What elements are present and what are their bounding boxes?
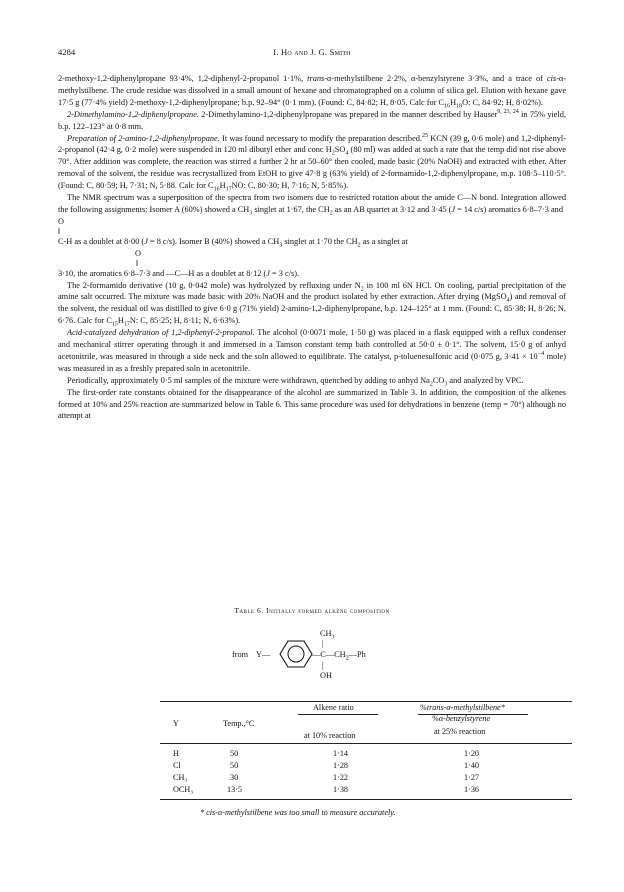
structure-oh: OH: [320, 671, 332, 680]
header-temp: Temp.,°C: [223, 719, 255, 728]
structure-from: from: [232, 650, 249, 659]
structure-ch3: $CH_3$: [320, 629, 335, 641]
row-1-r10: 1·14: [333, 749, 349, 758]
formyl-o-2: O: [135, 248, 141, 258]
row-2-y: Cl: [173, 761, 181, 770]
page-header: [58, 47, 566, 61]
header-frac-mid: %α-benzylstyrene: [432, 714, 491, 723]
structure-bar-bottom: |: [322, 661, 324, 670]
paragraph-methoxy: 2-methoxy-1,2-diphenylpropane 93·4%, 1,2-diphenyl-2-propanol 1·1%, trans-α-methylstilbene 2·2%, α-benzylstyrene 3·3%, and a trace of cis-α-methylstilbene. The crude residue was dissolved in a small amount of hexane and chromatographed on a column of silica gel. Elution with hexane gave 17·5 g (77·4% yield) 2-methoxy-1,2-diphenylpropane; b.p. 92–94° (0·1 mm). (Found: C, 84·82; H, 8·05. Calc for $C_{16}H_{18}O$: C, 84·92; H, 8·02%).: [58, 74, 566, 110]
table-caption: Table 6. Initially formed alkene composition: [234, 606, 390, 615]
header-frac-bottom: at 25% reaction: [434, 727, 486, 736]
table-bottom-rule: [160, 799, 572, 800]
formyl-bar-2: ‖: [136, 258, 139, 268]
paragraph-amino-preparation: Preparation of 2-amino-1,2-diphenylpropane. It was found necessary to modify the preparation described.$^{25}$ KCN (39 g, 0·6 mole) and 1,2-diphenyl-2-propanol (42·4 g, 0·2 mole) were suspended in 120 ml dibutyl ether and conc $H_2SO_4$ (80 ml) was added at such a rate that the temp did not rise above 70°. After addition was complete, the reaction was stirred a further 2 hr at 50–60° then cooled, made basic (20% NaOH) and extracted with ether. After removal of the solvent, the residue was recrystallized from EtOH to give 47·8 g (63% yield) of 2-formamido-1,2-diphenylpropane, m.p. 108·5–110·5°. (Found: C, 80·59; H, 7·31; N, 5·88. Calc for $C_{16}H_{17}NO$: C, 80·30; H, 7·16; N, 5·85%).: [58, 132, 566, 193]
row-3-r10: 1·22: [333, 773, 349, 782]
structure-bar-top: |: [322, 639, 324, 648]
header-ratio-top: Alkene ratio: [313, 703, 354, 712]
paragraph-hydrolysis: The 2-formamido derivative (10 g, 0·042 mole) was hydrolyzed by refluxing under $N_2$ in 100 ml 6N HCl. On cooling, partial precipitation of the amine salt occurred. The mixture was made basic with 20% NaOH and the product isolated by ether extraction. After drying (MgSO$_4$) and removal of the solvent, the residual oil was distilled to give 6·0 g (71% yield) 2-amino-1,2-diphenylpropane, b.p. 124–125° at 1 mm. (Found: C, 85·38; H, 8·26; N, 6·76. Calc for $C_{15}H_{17}N$: C, 85·25; H, 8·11; N, 6·63%).: [58, 280, 566, 328]
table-footnote: * cis-α-methylstilbene was too small to measure accurately.: [200, 808, 396, 817]
row-3-r25: 1·27: [464, 773, 480, 782]
row-1-y: H: [173, 749, 179, 758]
running-title: I. Ho and J. G. Smith: [273, 47, 351, 57]
row-3-temp: 30: [230, 773, 239, 782]
structure-y: Y—: [256, 650, 271, 659]
paragraph-nmr-end: 3·10, the aromatics 6·8–7·3 and —C—H as a doublet at 8·12 (J = 3 c/s).: [58, 268, 300, 278]
structure-chain: $—C—CH_2—Ph$: [312, 650, 366, 662]
paragraph-sampling: Periodically, approximately 0·5 ml samples of the mixture were withdrawn, quenched by adding to anhyd $Na_2CO_3$ and analyzed by VPC.: [67, 375, 524, 388]
benzene-ring-icon: [58, 623, 566, 703]
header-ratio-bottom: at 10% reaction: [304, 731, 356, 740]
row-3-y: CH₃: [173, 773, 188, 782]
table-header-rule: [160, 743, 572, 744]
paragraph-nmr-cont: C-H as a doublet at 8·00 (J = 8 c/s). Isomer B (40%) showed a $CH_3$ singlet at 1·70 the $CH_2$ as a singlet at: [58, 236, 408, 249]
header-y: Y: [173, 719, 179, 728]
paragraph-dehydration: Acid-catalyzed dehydration of 1,2-diphenyl-2-propanol. The alcohol (0·0071 mole, 1·50 g) was placed in a flask equipped with a reflux condenser and mechanical stirrer operating through it and immersed in a Tamson constant temp bath controlled at 50·0 ± 0·1°. The solvent, 15·0 g of anhyd acetonitrile, was measured in through a side neck and the soln allowed to equilibrate. The catalyst, p-toluenesulfonic acid (0·075 g, $3\cdot 41 \times 10^{-4}$ mole) was measured in as a freshly prepared soln in acetonitrile.: [58, 328, 567, 373]
row-2-r10: 1·28: [333, 761, 349, 770]
row-1-temp: 50: [230, 749, 239, 758]
row-4-r25: 1·36: [464, 785, 480, 794]
paragraph-nmr: The NMR spectrum was a superposition of the spectra from two isomers due to restricted rotation about the amide C—N bond. Integration allowed the following assignments; Isomer A (60%) showed a $CH_3$ singlet at 1·67, the $CH_2$ as an AB quartet at 3·12 and 3·45 (J = 14 c/s) aromatics 6·8–7·3 and: [58, 193, 566, 217]
row-4-y: OCH₃: [173, 785, 194, 794]
formyl-bar-1: ‖: [58, 226, 61, 236]
chemical-structure: [58, 623, 566, 691]
header-frac-top: %trans-α-methylstilbene*: [420, 703, 505, 712]
formyl-o-1: O: [58, 216, 64, 226]
row-4-temp: 13·5: [227, 785, 243, 794]
paragraph-dimethylamino: 2-Dimethylamino-1,2-diphenylpropane. 2-Dimethylamino-1,2-diphenylpropane was prepared in the manner described by Hauser$^{9, 23, 24}$ in 75% yield, b.p. 122–123° at 0·8 mm.: [58, 108, 566, 131]
row-1-r25: 1·20: [464, 749, 480, 758]
table-top-rule: [160, 701, 572, 702]
row-4-r10: 1·38: [333, 785, 349, 794]
row-2-temp: 50: [230, 761, 239, 770]
body-text: [58, 73, 566, 422]
page-number: 4284: [58, 47, 76, 57]
table-6: [58, 606, 566, 817]
ratio-underline: [298, 714, 378, 715]
paragraph-rate-constants: The first-order rate constants obtained for the disappearance of the alcohol are summarized in Table 3. In addition, the composition of the alkenes formed at 10% and 25% reaction are summarized below in Table 6. This same procedure was used for dehydrations in benzene (temp = 70°) although no attempt at: [58, 387, 566, 421]
row-2-r25: 1·40: [464, 761, 480, 770]
